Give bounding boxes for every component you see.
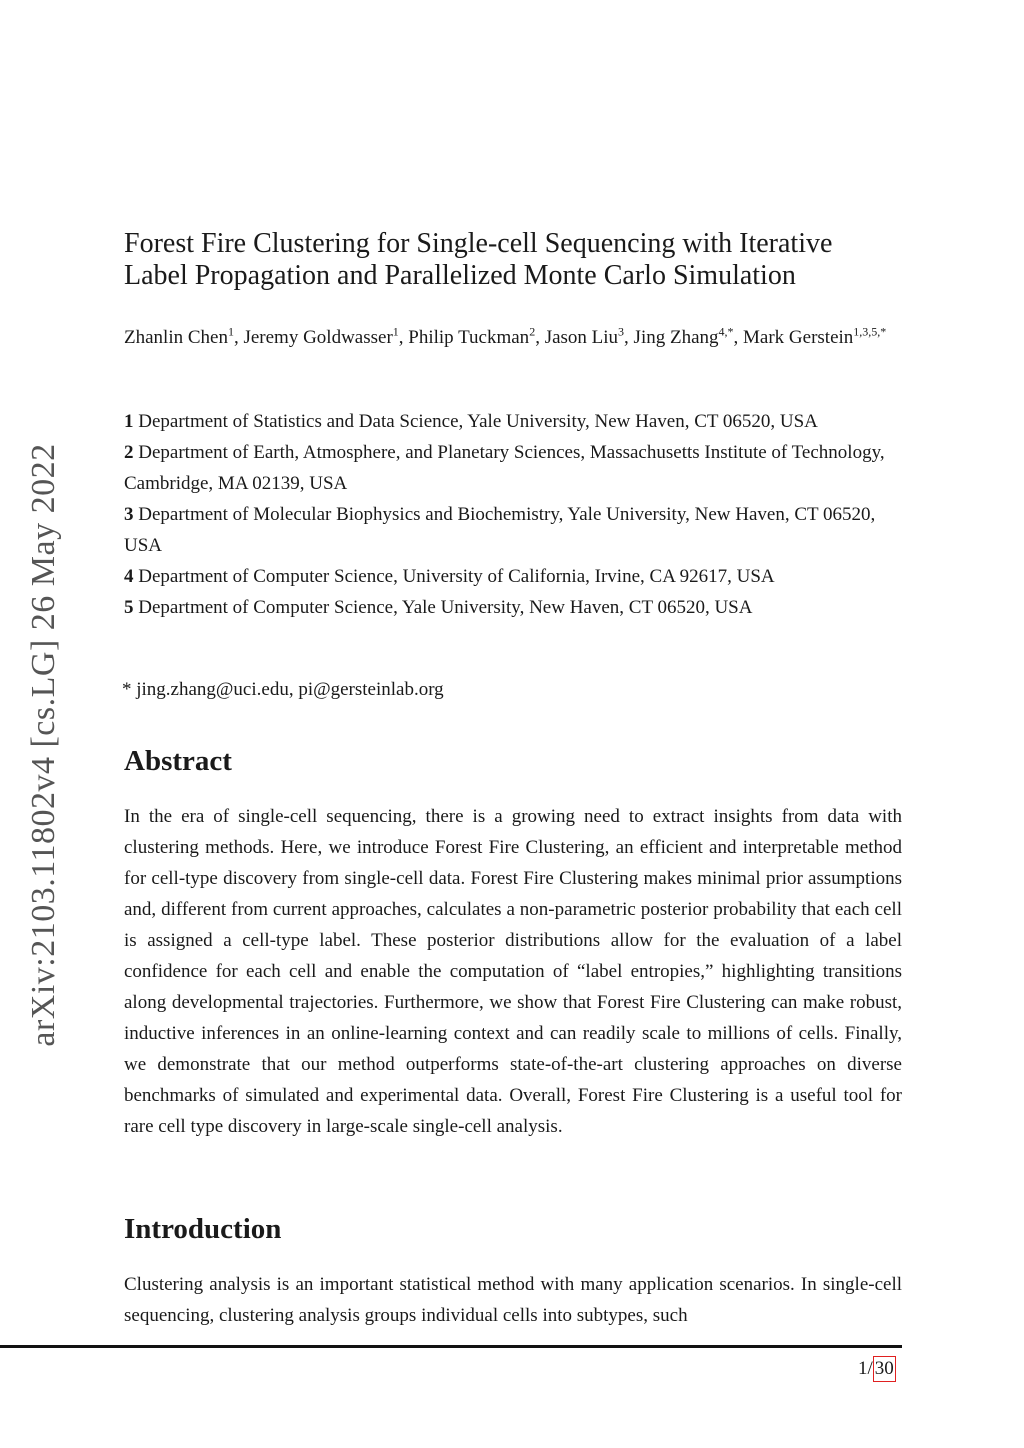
author: Philip Tuckman$^2$, (408, 324, 545, 348)
arxiv-identifier: arXiv:2103.11802v4 [cs.LG] 26 May 2022 (25, 443, 62, 1047)
affiliation-list (124, 406, 902, 623)
affiliation: 4 Department of Computer Science, University of California, Irvine, CA 92617, USA (124, 566, 775, 587)
page-separator: / (867, 1358, 873, 1379)
affiliation: 1 Department of Statistics and Data Science, Yale University, New Haven, CT 06520, USA (124, 411, 818, 432)
affiliation: 3 Department of Molecular Biophysics and Biochemistry, Yale University, New Haven, CT 06520, USA (124, 504, 876, 556)
author: Jing Zhang$^{4,*}$, (633, 324, 744, 348)
introduction-text: Clustering analysis is an important statistical method with many application scenarios. In single-cell sequencing, clustering analysis groups individual cells into subtypes, such (124, 1274, 902, 1326)
author: Zhanlin Chen$^1$, (124, 324, 244, 348)
page-number (858, 1356, 896, 1382)
page-current: 1 (858, 1358, 868, 1379)
affiliation: 2 Department of Earth, Atmosphere, and Planetary Sciences, Massachusetts Institute of Technology, Cambridge, MA 02139, USA (124, 442, 885, 494)
affiliation: 5 Department of Computer Science, Yale University, New Haven, CT 06520, USA (124, 597, 753, 618)
abstract-heading: Abstract (124, 745, 232, 777)
title-line-2: Label Propagation and Parallelized Monte Carlo Simulation (124, 260, 796, 291)
corresponding-emails: * jing.zhang@uci.edu, pi@gersteinlab.org (122, 679, 444, 700)
title-line-1: Forest Fire Clustering for Single-cell Sequencing with Iterative (124, 228, 833, 259)
author: Jason Liu$^3$, (544, 324, 634, 348)
author: Mark Gerstein$^{1,3,5,*}$ (743, 324, 887, 348)
introduction-heading: Introduction (124, 1213, 282, 1245)
page-total-link[interactable]: 30 (873, 1356, 896, 1382)
paper-title (124, 228, 902, 292)
abstract-text: In the era of single-cell sequencing, there is a growing need to extract insights from data with clustering methods. Here, we introduce Forest Fire Clustering, an efficient and interpretable method for cell-type discovery from single-cell data. Forest Fire Clustering makes minimal prior assumptions and, different from current approaches, calculates a non-parametric posterior probability that each cell is assigned a cell-type label. These posterior distributions allow for the evaluation of a label confidence for each cell and enable the computation of “label entropies,” highlighting transitions along developmental trajectories. Furthermore, we show that Forest Fire Clustering can make robust, inductive inferences in an online-learning context and can readily scale to millions of cells. Finally, we demonstrate that our method outperforms state-of-the-art clustering approaches on diverse benchmarks of simulated and experimental data. Overall, Forest Fire Clustering is a useful tool for rare cell type discovery in large-scale single-cell analysis. (124, 806, 902, 1137)
footer-rule (0, 1345, 902, 1348)
author: Jeremy Goldwasser$^1$, (243, 324, 409, 348)
author-list (124, 323, 902, 352)
